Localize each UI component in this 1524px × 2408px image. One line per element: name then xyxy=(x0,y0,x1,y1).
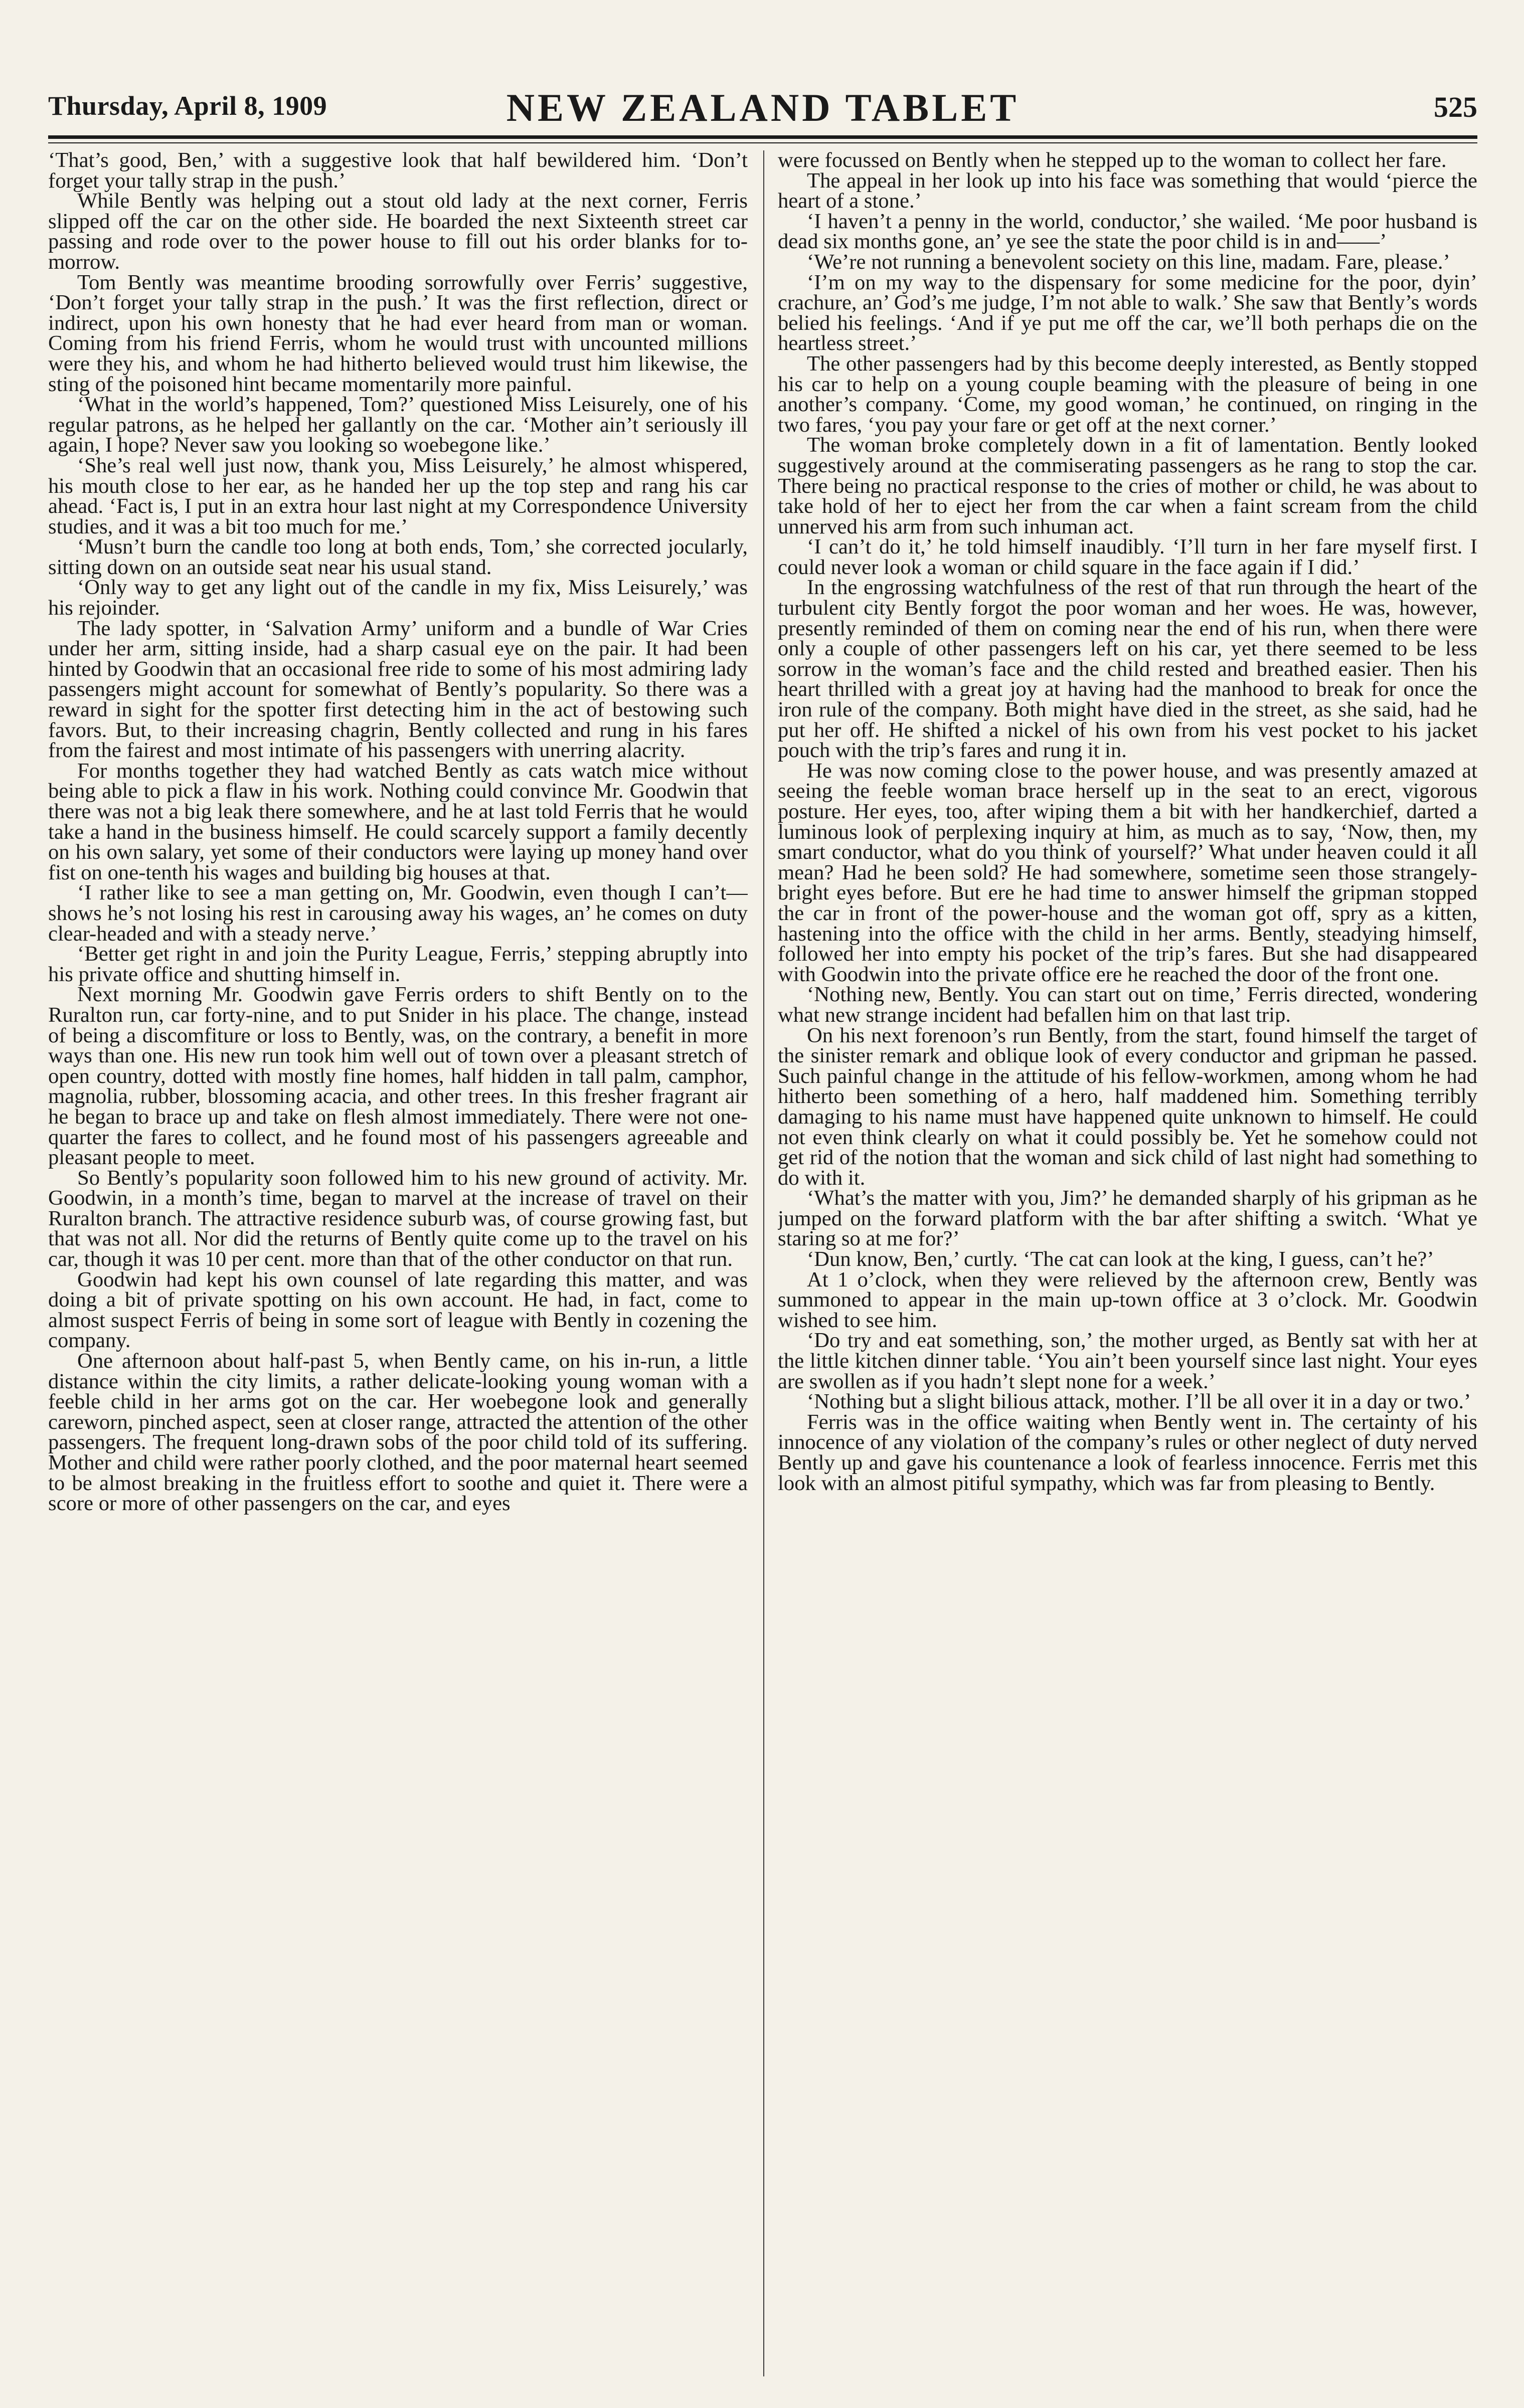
paragraph: ‘She’s real well just now, thank you, Miss Leisurely,’ he almost whispered, his mouth close to her ear, as he handed her up the top step and rang his car ahead. ‘Fact is, I put in an extra hour last night at my Correspondence University studies, and it was a bit too much for me.’ xyxy=(48,453,748,538)
column-divider xyxy=(763,150,764,2376)
paragraph: For months together they had watched Bently as cats watch mice without being able to pick a flaw in his work. Nothing could convince Mr. Goodwin that there was not a big leak there somewhere, and he at last told Ferris that he would take a hand in the business himself. He could scarcely support a family decently on his own salary, yet some of their conductors were laying up money hand over fist on one-tenth his wages and building big houses at that. xyxy=(48,759,748,884)
paragraph: ‘I’m on my way to the dispensary for some medicine for the poor, dyin’ crachure, an’ God’s me judge, I’m not able to walk.’ She saw that Bently’s words belied his feelings. ‘And if ye put me off the car, we’ll both perhaps die on the heartless street.’ xyxy=(778,270,1477,355)
paragraph: The woman broke completely down in a fit of lamentation. Bently looked suggestively around at the commiserating passengers as he rang to stop the car. There being no practical response to the cries of mother or child, he was about to take hold of her to eject her from the car when a faint scream from the child unnerved his arm from such inhuman act. xyxy=(778,433,1477,538)
paragraph: At 1 o’clock, when they were relieved by the afternoon crew, Bently was summoned to appear in the main up-town office at 3 o’clock. Mr. Goodwin wished to see him. xyxy=(778,1267,1477,1332)
paragraph: ‘I can’t do it,’ he told himself inaudibly. ‘I’ll turn in her fare myself first. I could never look a woman or child square in the face again if I did.’ xyxy=(778,535,1477,579)
paragraph: The other passengers had by this become deeply interested, as Bently stopped his car to help on a young couple beaming with the pleasure of being in one another’s company. ‘Come, my good woman,’ he continued, on ringing in the two fares, ‘you pay your fare or get off at the next corner.’ xyxy=(778,351,1477,437)
header-rule xyxy=(48,135,1477,139)
paragraph: In the engrossing watchfulness of the rest of that run through the heart of the turbulent city Bently forgot the poor woman and her woes. He was, however, presently reminded of them on coming near the end of his run, when there were only a couple of other passengers left on his car, yet there seemed to be less sorrow in the woman’s face and the child rested and breathed easier. Then his heart thrilled with a great joy at having had the manhood to break for once the iron rule of the company. Both might have died in the street, as she said, had he put her off. He shifted a nickel of his own from his vest pocket to his jacket pouch with the trip’s fares and rung it in. xyxy=(778,576,1477,763)
paragraph: On his next forenoon’s run Bently, from the start, found himself the target of the sinister remark and oblique look of every conductor and gripman he passed. Such painful change in the attitude of his fellow-workmen, among whom he had hitherto been something of a hero, half maddened him. Something terribly damaging to his name must have happened quite unknown to himself. He could not even think clearly on what it could possibly be. Yet he somehow could not get rid of the notion that the woman and sick child of last night had something to do with it. xyxy=(778,1023,1477,1190)
page-header xyxy=(48,85,1477,133)
left-column xyxy=(48,150,748,2381)
paragraph: ‘What’s the matter with you, Jim?’ he demanded sharply of his gripman as he jumped on the forward platform with the bar after shifting a switch. ‘What ye staring so at me for?’ xyxy=(778,1186,1477,1251)
paragraph: ‘What in the world’s happened, Tom?’ questioned Miss Leisurely, one of his regular patrons, as he helped her gallantly on the car. ‘Mother ain’t seriously ill again, I hope? Never saw you looking so woebegone like.’ xyxy=(48,393,748,457)
paragraph: Next morning Mr. Goodwin gave Ferris orders to shift Bently on to the Ruralton run, car forty-nine, and to put Snider in his place. The change, instead of being a discomfiture or loss to Bently, was, on the contrary, a benefit in more ways than one. His new run took him well out of town over a pleasant stretch of open country, dotted with mostly fine homes, half hidden in tall palm, camphor, magnolia, rubber, blossoming acacia, and other trees. In this fresher fragrant air he began to brace up and take on flesh almost immediately. There were not one-quarter the fares to collect, and he found most of his passengers agreeable and pleasant people to meet. xyxy=(48,983,748,1170)
paragraph: Ferris was in the office waiting when Bently went in. The certainty of his innocence of any violation of the company’s rules or other neglect of duty nerved Bently up and gave his countenance a look of fearless innocence. Ferris met this look with an almost pitiful sympathy, which was far from pleasing to Bently. xyxy=(778,1410,1477,1495)
paragraph: ‘Better get right in and join the Purity League, Ferris,’ stepping abruptly into his private office and shutting himself in. xyxy=(48,942,748,986)
page-number: 525 xyxy=(1434,91,1477,123)
paragraph: ‘That’s good, Ben,’ with a suggestive look that half bewildered him. ‘Don’t forget your tally strap in the push.’ xyxy=(48,150,748,193)
paragraph: ‘Nothing but a slight bilious attack, mother. I’ll be all over it in a day or two.’ xyxy=(807,1390,1471,1414)
paragraph: ‘Only way to get any light out of the candle in my fix, Miss Leisurely,’ was his rejoinder. xyxy=(48,576,748,620)
paragraph: The appeal in her look up into his face was something that would ‘pierce the heart of a stone.’ xyxy=(778,168,1477,213)
paragraph: ‘I haven’t a penny in the world, conductor,’ she wailed. ‘Me poor husband is dead six months gone, an’ ye see the state the poor child is in and——’ xyxy=(778,209,1477,254)
paragraph: were focussed on Bently when he stepped up to the woman to collect her fare. xyxy=(778,150,1447,172)
paragraph: Tom Bently was meantime brooding sorrowfully over Ferris’ suggestive, ‘Don’t forget your tally strap in the push.’ It was the first reflection, direct or indirect, upon his own honesty that he had ever heard from man or woman. Coming from his friend Ferris, whom he would trust with uncounted millions were they his, and whom he had hitherto believed would trust him likewise, the sting of the poisoned hint became momentarily more painful. xyxy=(48,270,748,396)
paragraph: While Bently was helping out a stout old lady at the next corner, Ferris slipped off the car on the other side. He boarded the next Sixteenth street car passing and rode over to the power house to fill out his order blanks for to-morrow. xyxy=(48,189,748,274)
paragraph: The lady spotter, in ‘Salvation Army’ uniform and a bundle of War Cries under her arm, sitting inside, had a sharp casual eye on the pair. It had been hinted by Goodwin that an occasional free ride to some of his most admiring lady passengers might account for somewhat of Bently’s popularity. So there was a reward in sight for the spotter first detecting him in the act of bestowing such favors. But, to their increasing chagrin, Bently collected and rung in his fares from the fairest and most intimate of his passengers with unerring alacrity. xyxy=(48,616,748,763)
paragraph: ‘Nothing new, Bently. You can start out on time,’ Ferris directed, wondering what new strange incident had befallen him on that last trip. xyxy=(778,983,1477,1027)
paragraph: ‘Do try and eat something, son,’ the mother urged, as Bently sat with her at the little kitchen dinner table. ‘You ain’t been yourself since last night. Your eyes are swollen as if you hadn’t slept none for a week.’ xyxy=(778,1329,1477,1393)
paragraph: One afternoon about half-past 5, when Bently came, on his in-run, a little distance within the city limits, a rather delicate-looking young woman with a feeble child in her arms got on the car. Her woebegone look and generally careworn, pinched aspect, seen at closer range, attracted the attention of the other passengers. The frequent long-drawn sobs of the poor child told of its suffering. Mother and child were rather poorly clothed, and the poor maternal heart seemed to be almost breaking in the fruitless effort to soothe and quiet it. There were a score or more of other passengers on the car, and eyes xyxy=(48,1349,748,1516)
paragraph: So Bently’s popularity soon followed him to his new ground of activity. Mr. Goodwin, in a month’s time, began to marvel at the increase of travel on their Ruralton branch. The attractive residence suburb was, of course growing fast, but that was not all. Nor did the returns of Bently quite come up to the travel on his car, though it was 10 per cent. more than that of the other conductor on that run. xyxy=(48,1166,748,1271)
paragraph: ‘Dun know, Ben,’ curtly. ‘The cat can look at the king, I guess, can’t he?’ xyxy=(807,1247,1434,1271)
paragraph: He was now coming close to the power house, and was presently amazed at seeing the feeble woman brace herself up in the seat to an erect, vigorous posture. Her eyes, too, after wiping them a bit with her handkerchief, darted a luminous look of perplexing inquiry at him, as much as to say, ‘Now, then, my smart conductor, what do you think of yourself?’ What under heaven could it all mean? Had he been sold? He had somewhere, sometime seen those strangely-bright eyes before. But ere he had time to answer himself the gripman stopped the car in front of the power-house and the woman got off, spry as a kitten, hastening into the office with the child in her arms. Bently, steadying himself, followed her into empty his pocket of the trip’s fares. But she had disappeared with Goodwin into the private office ere he reached the door of the front one. xyxy=(778,759,1477,986)
paragraph: ‘We’re not running a benevolent society on this line, madam. Fare, please.’ xyxy=(807,250,1450,274)
paragraph: Goodwin had kept his own counsel of late regarding this matter, and was doing a bit of private spotting on his own account. He had, in fact, come to almost suspect Ferris of being in some sort of league with Bently in cozening the company. xyxy=(48,1267,748,1353)
masthead-title: NEW ZEALAND TABLET xyxy=(506,86,1020,129)
paragraph: ‘I rather like to see a man getting on, Mr. Goodwin, even though I can’t—shows he’s not losing his rest in carousing away his wages, an’ he comes on duty clear-headed and with a steady nerve.’ xyxy=(48,881,748,946)
paragraph: ‘Musn’t burn the candle too long at both ends, Tom,’ she corrected jocularly, sitting down on an outside seat near his usual stand. xyxy=(48,535,748,579)
issue-date: Thursday, April 8, 1909 xyxy=(48,91,327,121)
right-column xyxy=(778,150,1477,2381)
header-rule-thin xyxy=(48,142,1477,143)
